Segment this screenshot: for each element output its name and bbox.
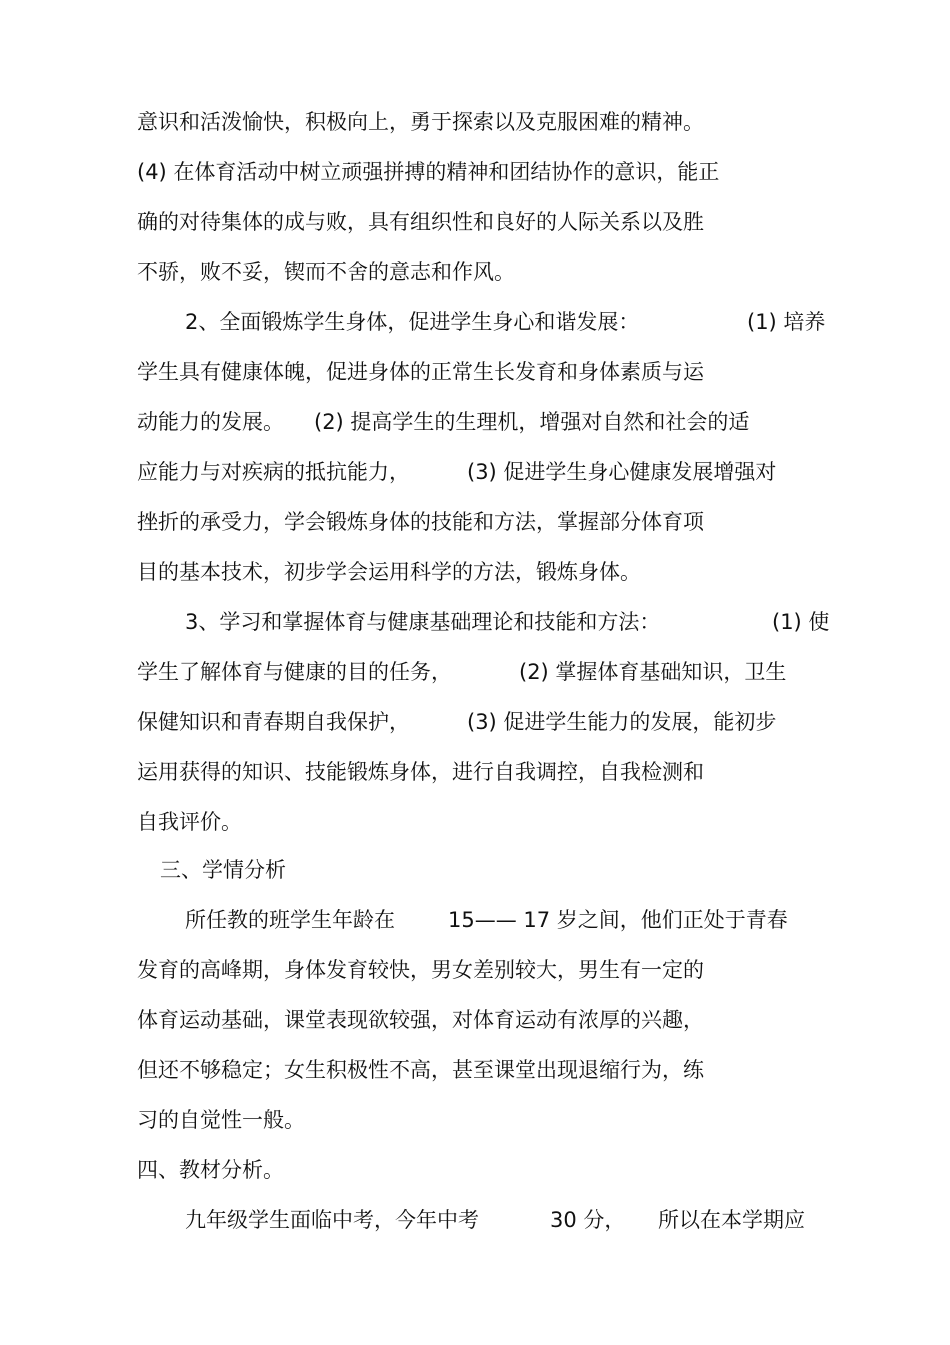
text-line: 发育的高峰期，身体发育较快，男女差别较大，男生有一定的 bbox=[137, 958, 704, 982]
text-fragment: (1) 使 bbox=[772, 610, 830, 634]
text-line: 不骄，败不妥，锲而不舍的意志和作风。 bbox=[137, 260, 515, 284]
text-line: 应能力与对疾病的抵抗能力， bbox=[137, 460, 410, 484]
text-line: 挫折的承受力，学会锻炼身体的技能和方法，掌握部分体育项 bbox=[137, 510, 704, 534]
text-line: 学生了解体育与健康的目的任务， bbox=[137, 660, 452, 684]
text-line: 但还不够稳定；女生积极性不高，甚至课堂出现退缩行为，练 bbox=[137, 1058, 704, 1082]
text-fragment: (3) 促进学生身心健康发展增强对 bbox=[467, 460, 777, 484]
text-line: 保健知识和青春期自我保护， bbox=[137, 710, 410, 734]
text-line: 自我评价。 bbox=[137, 810, 242, 834]
text-fragment: 所以在本学期应 bbox=[658, 1208, 805, 1232]
text-line: 目的基本技术，初步学会运用科学的方法，锻炼身体。 bbox=[137, 560, 641, 584]
text-fragment: 30 分， bbox=[550, 1208, 626, 1232]
section-heading-3: 三、学情分析 bbox=[160, 858, 286, 882]
text-line: 意识和活泼愉快，积极向上，勇于探索以及克服困难的精神。 bbox=[137, 110, 704, 134]
text-fragment: 15—— 17 岁之间，他们正处于青春 bbox=[448, 908, 788, 932]
text-fragment: (3) 促进学生能力的发展，能初步 bbox=[467, 710, 777, 734]
text-fragment: (2) 掌握体育基础知识，卫生 bbox=[519, 660, 787, 684]
text-line: 体育运动基础，课堂表现欲较强，对体育运动有浓厚的兴趣， bbox=[137, 1008, 704, 1032]
text-line: 九年级学生面临中考，今年中考 bbox=[185, 1208, 479, 1232]
text-line: 确的对待集体的成与败，具有组织性和良好的人际关系以及胜 bbox=[137, 210, 704, 234]
text-fragment: (1) 培养 bbox=[747, 310, 826, 334]
section-item-3: 3、学习和掌握体育与健康基础理论和技能和方法： bbox=[185, 610, 661, 634]
text-line: (4) 在体育活动中树立顽强拼搏的精神和团结协作的意识，能正 bbox=[137, 160, 720, 184]
text-line: 所任教的班学生年龄在 bbox=[185, 908, 395, 932]
section-heading-4: 四、教材分析。 bbox=[137, 1158, 284, 1182]
text-line: 学生具有健康体魄，促进身体的正常生长发育和身体素质与运 bbox=[137, 360, 704, 384]
section-item-2: 2、全面锻炼学生身体，促进学生身心和谐发展： bbox=[185, 310, 640, 334]
text-fragment: (2) 提高学生的生理机，增强对自然和社会的适 bbox=[314, 410, 750, 434]
text-line: 动能力的发展。 bbox=[137, 410, 284, 434]
text-line: 运用获得的知识、技能锻炼身体，进行自我调控，自我检测和 bbox=[137, 760, 704, 784]
text-line: 习的自觉性一般。 bbox=[137, 1108, 305, 1132]
